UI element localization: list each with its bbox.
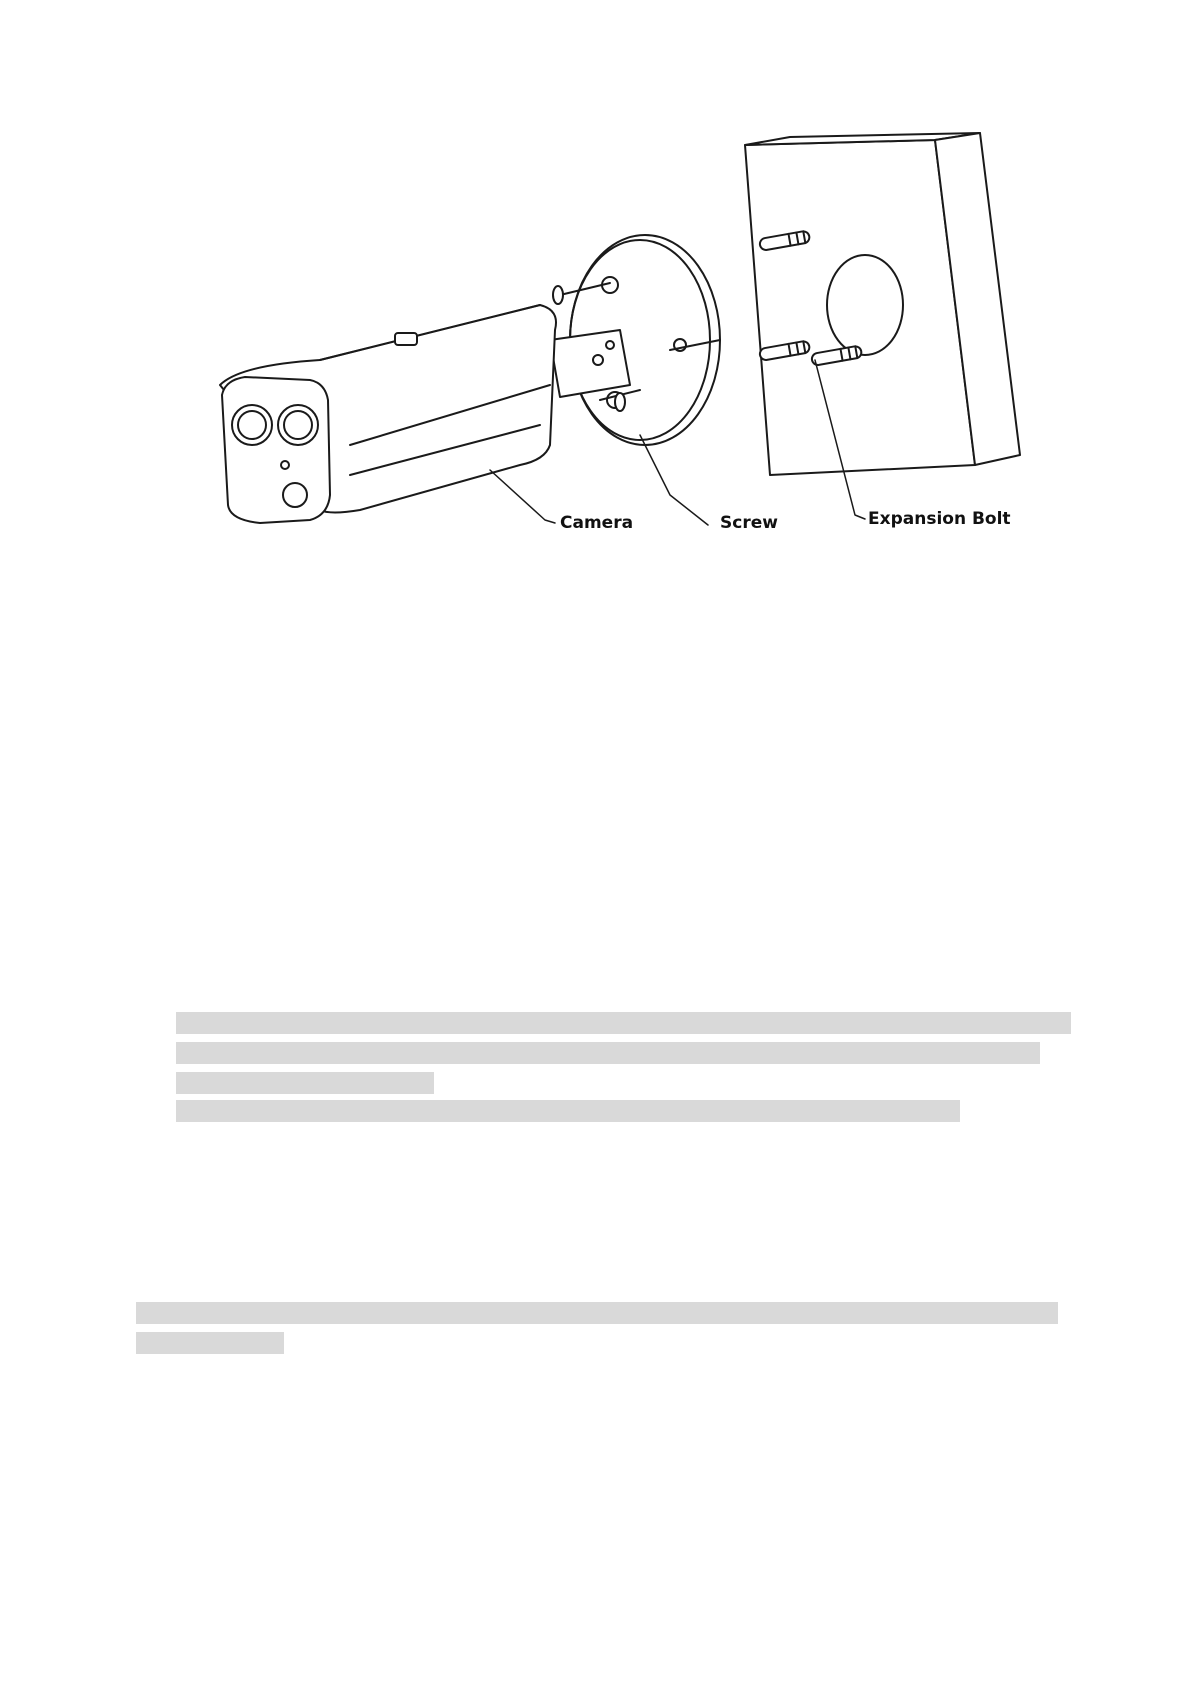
redacted-line (176, 1100, 960, 1122)
camera-body (220, 305, 556, 523)
wall-block (745, 133, 1020, 475)
redacted-line (136, 1302, 1058, 1324)
redacted-line (136, 1332, 284, 1354)
redacted-line (176, 1072, 434, 1094)
label-screw: Screw (720, 513, 778, 533)
installation-figure (200, 115, 1100, 595)
label-expansion-bolt: Expansion Bolt (868, 509, 1011, 529)
mount-arm (550, 330, 630, 397)
redacted-line (176, 1042, 1040, 1064)
label-camera: Camera (560, 513, 634, 533)
redacted-line (176, 1012, 1071, 1034)
